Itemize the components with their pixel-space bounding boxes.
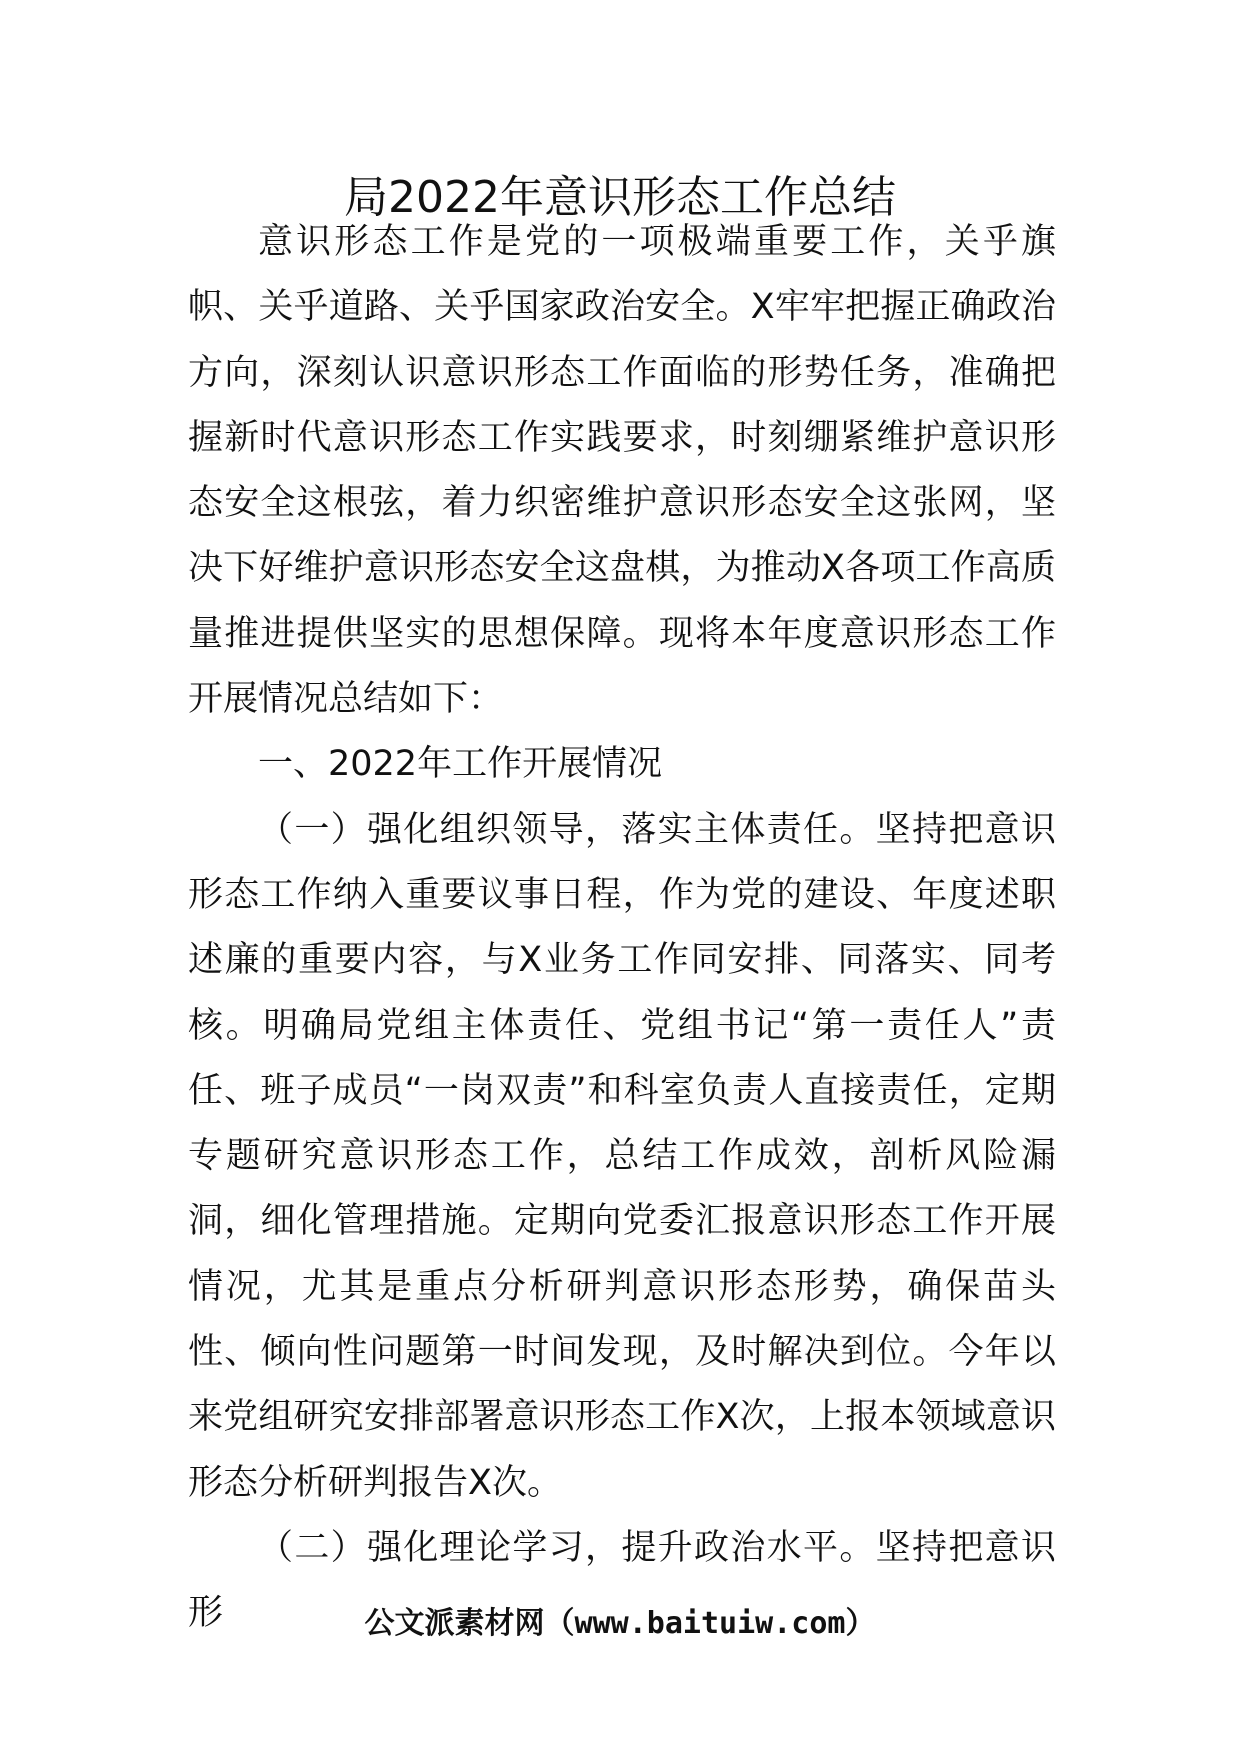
paragraph-1: （一）强化组织领导，落实主体责任。坚持把意识形态工作纳入重要议事日程，作为党的建设、年度述职述廉的重要内容，与X业务工作同安排、同落实、同考核。明确局党组主体责任、党组书记“第一责任人”责任、班子成员“一岗双责”和科室负责人直接责任，定期专题研究意识形态工作，总结工作成效，剖析风险漏洞，细化管理措施。定期向党委汇报意识形态工作开展情况，尤其是重点分析研判意识形态形势，确保苗头性、倾向性问题第一时间发现，及时解决到位。今年以来党组研究安排部署意识形态工作X次，上报本领域意识形态分析研判报告X次。 [188, 809, 1056, 1503]
document-title: 局2022年意识形态工作总结 [344, 172, 896, 223]
footer-watermark: 公文派素材网（www.baituiw.com） [364, 1606, 876, 1641]
document-body [188, 210, 1056, 1647]
intro-paragraph: 意识形态工作是党的一项极端重要工作，关乎旗帜、关乎道路、关乎国家政治安全。X牢牢把握正确政治方向，深刻认识意识形态工作面临的形势任务，准确把握新时代意识形态工作实践要求，时刻绷紧维护意识形态安全这根弦，着力织密维护意识形态安全这张网，坚决下好维护意识形态安全这盘棋，为推动X各项工作高质量推进提供坚实的思想保障。现将本年度意识形态工作开展情况总结如下： [188, 222, 1056, 720]
section-heading: 一、2022年工作开展情况 [258, 744, 663, 785]
paragraph-2: （二）强化理论学习，提升政治水平。坚持把意识形 [188, 1527, 1056, 1634]
